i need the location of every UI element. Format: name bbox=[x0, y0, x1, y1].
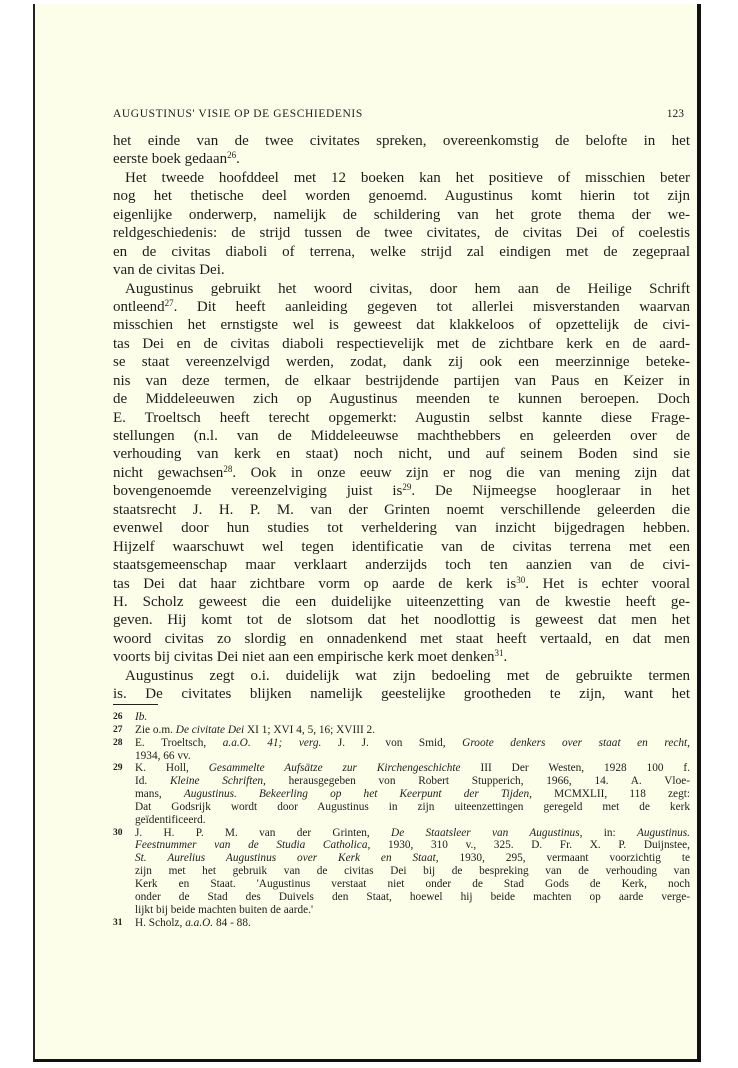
text-line bbox=[113, 243, 690, 261]
text-line bbox=[113, 224, 690, 242]
text-segment: staatsgemeenschap maar verklaart anderzijds toch ten aanzien van de civi- bbox=[113, 557, 690, 574]
text-segment: eigenlijke onderwerp, namelijk de schildering van het grote thema der we- bbox=[113, 206, 690, 223]
text-segment: St. Aurelius Augustinus over Kerk en Staat, bbox=[135, 852, 439, 865]
text-line bbox=[113, 390, 690, 408]
text-segment: Gesammelte Aufsätze zur Kirchengeschichte bbox=[208, 762, 461, 775]
text-segment: Feestnummer van de Studia Catholica, bbox=[135, 839, 371, 852]
text-segment: XI 1; XVI 4, 5, 16; XVIII 2. bbox=[244, 723, 376, 736]
footnote-number: 31 bbox=[113, 917, 123, 928]
text-line bbox=[113, 685, 690, 703]
footnote-line bbox=[113, 788, 690, 801]
text-segment: 84 - 88. bbox=[213, 916, 251, 929]
text-segment: . Dit heeft aanleiding gegeven tot allerlei misverstanden waarvan bbox=[173, 298, 690, 315]
footnote-number: 27 bbox=[113, 724, 123, 735]
text-segment: nicht gewachsen bbox=[113, 464, 224, 481]
text-line bbox=[113, 206, 690, 224]
text-segment: in: bbox=[582, 826, 637, 839]
text-segment: en de civitas diaboli of terrena, welke strijd zal eindigen met de zegepraal bbox=[113, 243, 690, 260]
text-line bbox=[113, 519, 690, 537]
text-line bbox=[113, 538, 690, 556]
text-line bbox=[113, 575, 690, 593]
running-title: AUGUSTINUS' VISIE OP DE GESCHIEDENIS bbox=[113, 108, 363, 120]
text-line bbox=[113, 593, 690, 611]
text-line bbox=[113, 335, 690, 353]
text-line bbox=[113, 261, 690, 279]
text-segment: E. Troeltsch heeft terecht opgemerkt: Augustin selbst kannte diese Frage- bbox=[113, 409, 690, 426]
footnote-reference: 31 bbox=[494, 648, 504, 659]
footnote-line bbox=[113, 878, 690, 891]
text-segment: III Der Westen, 1928 100 f. bbox=[460, 762, 690, 775]
footnote-line bbox=[113, 711, 690, 724]
footnote-number: 29 bbox=[113, 763, 123, 774]
footnote-reference: 27 bbox=[164, 297, 174, 308]
text-segment: Het tweede hoofddeel met 12 boeken kan het positieve of misschien beter bbox=[125, 169, 690, 186]
text-line bbox=[113, 611, 690, 629]
text-segment: geïdentificeerd. bbox=[135, 813, 206, 826]
footnote-line bbox=[113, 814, 690, 827]
text-segment: . bbox=[236, 151, 240, 168]
page-number: 123 bbox=[666, 108, 684, 120]
footnote-line bbox=[113, 801, 690, 814]
book-page bbox=[33, 4, 701, 1062]
text-line bbox=[113, 187, 690, 205]
text-line bbox=[113, 132, 690, 150]
footnote-line bbox=[113, 917, 690, 930]
text-segment: Ib. bbox=[135, 711, 148, 723]
text-line bbox=[113, 280, 690, 298]
text-line bbox=[113, 372, 690, 390]
text-segment: H. Scholz, bbox=[135, 916, 186, 929]
text-line bbox=[113, 556, 690, 574]
text-line bbox=[113, 501, 690, 519]
text-segment: K. Holl, bbox=[135, 762, 209, 775]
footnote-line bbox=[113, 775, 690, 788]
text-segment: De civitate Dei bbox=[175, 723, 245, 736]
footnote-number: 26 bbox=[113, 712, 123, 722]
text-segment: staatsrecht J. H. P. M. van der Grinten noemt verschillende geleerden die bbox=[113, 501, 690, 518]
text-segment: geven. Hij komt tot de slotsom dat het noodlottig is geweest dat men het bbox=[113, 612, 690, 629]
text-segment: Zie o.m. bbox=[135, 723, 176, 736]
text-segment: zijn met het gebruik van de civitas Dei bij de bespreking van de verhouding van bbox=[135, 865, 690, 878]
footnote-line bbox=[113, 827, 690, 840]
text-segment: is. De civitates blijken namelijk geestelijke grootheden te zijn, want het bbox=[113, 686, 690, 703]
text-segment: bovengenoemde vereenzelviging juist is bbox=[113, 483, 403, 500]
text-segment: Hijzelf waarschuwt wel tegen identificatie van de civitas terrena met een bbox=[113, 538, 690, 555]
text-line bbox=[113, 150, 690, 168]
text-segment: ontleend bbox=[113, 298, 165, 315]
footnote-line bbox=[113, 904, 690, 917]
footnote-line bbox=[113, 724, 690, 737]
footnote-line bbox=[113, 762, 690, 775]
text-segment: misschien het ernstigste wel is geweest dat klakkeloos of opzettelijk de civi- bbox=[113, 317, 690, 334]
footnote-number: 30 bbox=[113, 827, 123, 838]
text-segment: tas Dei en de civitas diaboli respectievelijk met de zichtbare kerk en de aard- bbox=[113, 335, 690, 352]
footnote-line bbox=[113, 737, 690, 750]
text-line bbox=[113, 445, 690, 463]
text-segment: van de civitas Dei. bbox=[113, 262, 225, 279]
text-segment: herausgegeben von Robert Stupperich, 1966, 14. A. Vloe- bbox=[265, 775, 690, 788]
footnote-rule bbox=[113, 704, 158, 705]
text-segment: se staat vereenzelvigd werden, zodat, dank zij ook een meerzinnige beteke- bbox=[113, 354, 690, 371]
text-segment: Id. bbox=[135, 775, 170, 788]
text-segment: J. H. P. M. van der Grinten, bbox=[135, 826, 392, 839]
text-segment: E. Troeltsch, bbox=[135, 736, 223, 749]
footnote-reference: 29 bbox=[402, 482, 412, 493]
text-segment: . Het is echter vooral bbox=[525, 575, 690, 592]
text-segment: onder de Stad des Duivels den Staat, hoewel hij beide machten op aarde verge- bbox=[135, 890, 690, 903]
text-segment: 1934, 66 vv. bbox=[135, 749, 191, 762]
text-line bbox=[113, 409, 690, 427]
footnote-line bbox=[113, 865, 690, 878]
text-segment: De Staatsleer van Augustinus, bbox=[391, 826, 583, 839]
text-segment: Augustinus. Bekeerling op het Keerpunt der Tijden, bbox=[183, 788, 533, 801]
text-segment: Kerk en Staat. 'Augustinus verstaat niet onder de Stad Gods de Kerk, noch bbox=[135, 877, 690, 890]
text-line bbox=[113, 464, 690, 482]
text-segment: a.a.O. bbox=[185, 916, 214, 929]
text-segment: nog het thetische deel worden genoemd. Augustinus komt hierin tot zijn bbox=[113, 188, 690, 205]
text-line bbox=[113, 316, 690, 334]
text-segment: Augustinus gebruikt het woord civitas, door hem aan de Heilige Schrift bbox=[125, 280, 690, 297]
text-segment: Augustinus zegt o.i. duidelijk wat zijn bedoeling met de gebruikte termen bbox=[125, 667, 690, 684]
text-line bbox=[113, 667, 690, 685]
text-segment: Augustinus. bbox=[636, 826, 690, 839]
text-segment: stellungen (n.l. van de Middeleeuwse machthebbers en geleerden over de bbox=[113, 428, 690, 444]
text-segment: het einde van de twee civitates spreken, overeenkomstig de belofte in het bbox=[113, 133, 690, 149]
text-segment: . bbox=[503, 649, 508, 666]
footnote-reference: 26 bbox=[227, 150, 237, 161]
text-segment: voorts bij civitas Dei niet aan een empirische kerk moet denken bbox=[113, 649, 495, 666]
text-segment: eerste boek gedaan bbox=[113, 151, 228, 168]
footnotes bbox=[113, 711, 690, 929]
text-segment: Kleine Schriften, bbox=[170, 775, 266, 788]
footnote-number: 28 bbox=[113, 737, 123, 748]
text-segment: . De Nijmeegse hoogleraar in het bbox=[411, 483, 690, 500]
text-segment: Dat Godsrijk wordt door Augustinus in zijn uiteenzettingen geregeld met de kerk bbox=[135, 800, 690, 813]
running-header bbox=[113, 108, 690, 120]
text-segment: a.a.O. 41; verg. bbox=[222, 736, 322, 749]
text-segment: verhouding van kerk en staat) noch nicht, und auf seinem Boden sind sie bbox=[113, 446, 690, 463]
text-segment: 1930, 295, vermaant voorzichtig te bbox=[438, 852, 690, 865]
text-line bbox=[113, 648, 690, 666]
footnote-line bbox=[113, 750, 690, 763]
text-segment: reldgeschiedenis: de strijd tussen de twee civitates, de civitas Dei of coelestis bbox=[113, 225, 690, 242]
footnote-reference: 28 bbox=[223, 463, 233, 474]
text-segment: nis van deze termen, de elkaar bestrijdende partijen van Paus en Keizer in bbox=[113, 372, 690, 389]
text-segment: J. J. von Smid, bbox=[321, 736, 463, 749]
text-segment: MCMXLII, 118 zegt: bbox=[532, 788, 690, 801]
text-segment: lijkt bij beide machten buiten de aarde.' bbox=[135, 903, 314, 916]
text-segment: mans, bbox=[135, 788, 184, 801]
text-segment: . Ook in onze eeuw zijn er nog die van mening zijn dat bbox=[232, 464, 690, 481]
body-text bbox=[113, 132, 690, 704]
text-segment: tas Dei dat haar zichtbare vorm op aarde de kerk is bbox=[113, 575, 517, 592]
text-line bbox=[113, 427, 690, 445]
text-line bbox=[113, 353, 690, 371]
text-line bbox=[113, 169, 690, 187]
text-segment: 1930, 310 v., 325. D. Fr. X. P. Duijnstee, bbox=[370, 839, 690, 852]
text-segment: evenwel door hun studies tot verheldering van inzicht bijgedragen hebben. bbox=[113, 520, 690, 537]
text-segment: woord civitas zo slordig en onnadenkend met staat heeft vertaald, en dat men bbox=[113, 630, 690, 647]
text-segment: de Middeleeuwen zich op Augustinus meenden te kunnen beroepen. Doch bbox=[113, 391, 690, 408]
text-line bbox=[113, 630, 690, 648]
footnote-reference: 30 bbox=[516, 574, 526, 585]
text-line bbox=[113, 482, 690, 500]
text-segment: Groote denkers over staat en recht, bbox=[462, 736, 690, 749]
footnote-line bbox=[113, 852, 690, 865]
text-segment: H. Scholz geweest die een duidelijke uiteenzetting van de kwestie heeft ge- bbox=[113, 593, 690, 610]
footnote-line bbox=[113, 891, 690, 904]
footnote-line bbox=[113, 839, 690, 852]
text-line bbox=[113, 298, 690, 316]
